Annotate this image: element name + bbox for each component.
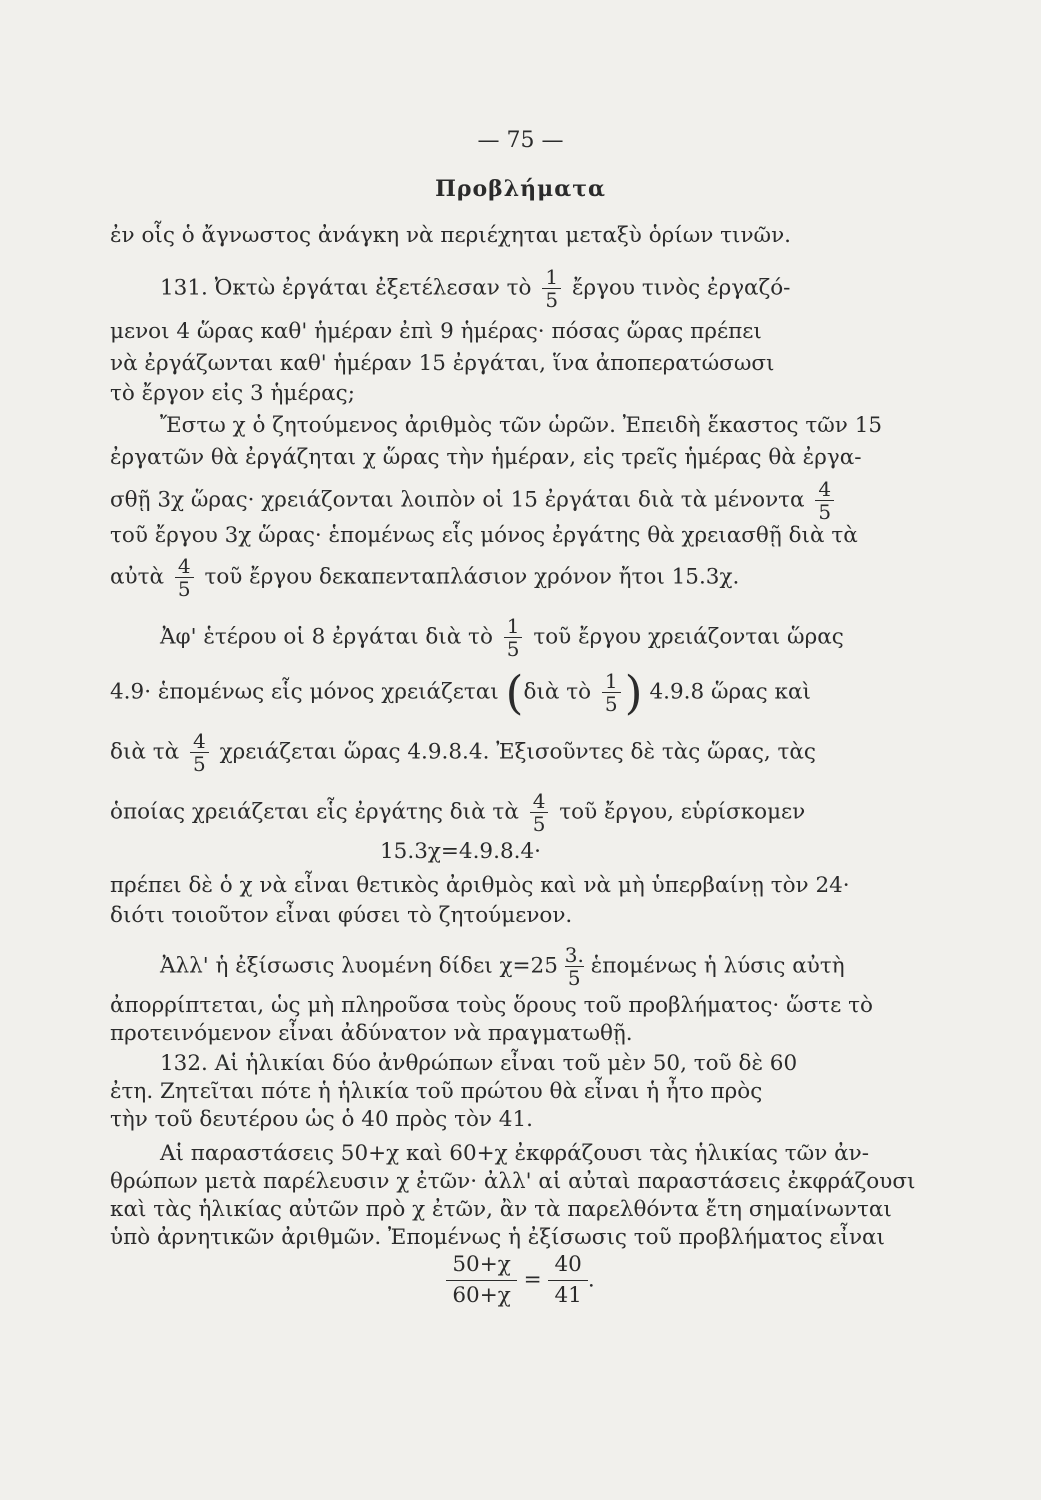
text-line: ὑπὸ ἀρνητικῶν ἀριθμῶν. Ἐπομένως ἡ ἐξίσωσις τοῦ προβλήματος εἶναι [110,1225,885,1250]
text-line: καὶ τὰς ἡλικίας αὐτῶν πρὸ χ ἐτῶν, ἂν τὰ παρελθόντα ἔτη σημαίνωνται [110,1197,892,1222]
fraction-four-fifths [815,478,834,523]
page-number: — 75 — [477,128,564,153]
fraction-one-fifth [542,266,561,311]
text-line: τὸ ἔργον εἰς 3 ἡμέρας; [110,381,355,406]
problem-132-line: 132. Αἱ ἡλικίαι δύο ἀνθρώπων εἶναι τοῦ μὲν 50, τοῦ δὲ 60 [160,1051,798,1076]
text-span: τοῦ ἔργου δεκαπενταπλάσιον χρόνον ἤτοι 15.3χ. [204,564,740,590]
equation-left-fraction [446,1250,516,1311]
text-line [110,790,805,835]
close-paren: ) [624,665,643,720]
fraction-denominator: 5 [567,966,581,990]
fraction-one-fifth [602,670,621,715]
text-span: 4.9· ἑπομένως εἷς μόνος χρειάζεται [110,679,499,705]
fraction-numerator: 4 [175,555,194,578]
fraction-numerator: 1 [602,670,621,693]
text-line [110,730,816,775]
text-line: νὰ ἐργάζωνται καθ' ἡμέραν 15 ἐργάται, ἵνα ἀποπερατώσωσι [110,351,775,376]
text-span: χρειάζεται ὥρας 4.9.8.4. Ἐξισοῦντες δὲ τὰς ὥρας, τὰς [219,739,816,765]
text-line [110,555,739,600]
final-equation [0,1250,1041,1311]
text-span: ἑπομένως ἡ λύσις αὐτὴ [590,953,845,979]
fraction-numerator: 50+χ [446,1250,516,1281]
text-span: διὰ τὰ [110,739,180,765]
text-span: 131. Ὀκτὼ ἐργάται ἐξετέλεσαν τὸ [160,275,532,301]
fraction-four-fifths [190,730,209,775]
text-line: προτεινόμενον εἶναι ἀδύνατον νὰ πραγματωθῇ. [110,1021,633,1046]
text-span: τοῦ ἔργου, εὑρίσκομεν [559,799,806,825]
fraction-four-fifths [530,790,549,835]
fraction-denominator: 41 [554,1283,582,1308]
fraction-denominator: 5 [177,577,191,601]
text-span: Ἀλλ' ἡ ἐξίσωσις λυομένη δίδει χ=25 [160,953,558,979]
text-line: Αἱ παραστάσεις 50+χ καὶ 60+χ ἐκφράζουσι τὰς ἡλικίας τῶν ἀν- [160,1141,869,1166]
fraction-numerator: 1 [542,266,561,289]
fraction-denominator: 5 [192,752,206,776]
fraction-numerator: 4 [815,478,834,501]
page-heading: Προβλήματα [435,176,606,202]
text-line: μενοι 4 ὥρας καθ' ἡμέραν ἐπὶ 9 ἡμέρας· πόσας ὥρας πρέπει [110,319,762,344]
text-line: Ἔστω χ ὁ ζητούμενος ἀριθμὸς τῶν ὡρῶν. Ἐπειδὴ ἕκαστος τῶν 15 [160,413,883,438]
text-span: ὁποίας χρειάζεται εἷς ἐργάτης διὰ τὰ [110,799,519,825]
text-line: ἐν οἷς ὁ ἄγνωστος ἀνάγκη νὰ περιέχηται μεταξὺ ὁρίων τινῶν. [110,223,791,248]
equation-right-fraction [548,1250,587,1311]
text-span: σθῇ 3χ ὥρας· χρειάζονται λοιπὸν οἱ 15 ἐργάται διὰ τὰ μένοντα [110,487,805,513]
text-span: Ἀφ' ἑτέρου οἱ 8 ἐργάται διὰ τὸ [160,624,493,650]
text-line: τὴν τοῦ δευτέρου ὡς ὁ 40 πρὸς τὸν 41. [110,1107,533,1132]
fraction-numerator: 40 [548,1250,587,1281]
fraction-denominator: 60+χ [452,1283,511,1308]
fraction-numerator: 1 [504,615,523,638]
fraction-denominator: 5 [506,637,520,661]
text-span: αὐτὰ [110,564,165,590]
text-span: ἔργου τινὸς ἐργαζό- [571,275,791,301]
fraction-numerator: 4 [190,730,209,753]
text-line: πρέπει δὲ ὁ χ νὰ εἶναι θετικὸς ἀριθμὸς καὶ νὰ μὴ ὑπερβαίνῃ τὸν 24· [110,873,850,898]
open-paren: ( [505,665,524,720]
fraction-one-fifth [504,615,523,660]
equation-line: 15.3χ=4.9.8.4· [380,839,541,864]
text-line: διότι τοιοῦτον εἶναι φύσει τὸ ζητούμενον. [110,903,573,928]
fraction-denominator: 5 [604,692,618,716]
equals-sign: = [523,1267,542,1293]
fraction-four-fifths [175,555,194,600]
text-line: τοῦ ἔργου 3χ ὥρας· ἑπομένως εἷς μόνος ἐργάτης θὰ χρειασθῇ διὰ τὰ [110,523,858,548]
text-span: διὰ τὸ [523,679,592,705]
fraction-denominator: 5 [545,288,559,312]
text-line [110,665,811,720]
text-span: 4.9.8 ὥρας καὶ [649,679,811,705]
text-line: ἐτη. Ζητεῖται πότε ἡ ἡλικία τοῦ πρώτου θὰ εἶναι ἡ ἦτο πρὸς [110,1079,763,1104]
text-line [160,944,845,989]
equation-period: . [587,1267,595,1293]
text-line: ἐργατῶν θὰ ἐργάζηται χ ὥρας τὴν ἡμέραν, εἰς τρεῖς ἡμέρας θὰ ἐργα- [110,445,862,470]
text-line [160,615,844,660]
fraction-denominator: 5 [818,500,832,524]
problem-131-line [160,266,790,311]
fraction-denominator: 5 [532,812,546,836]
text-line: θρώπων μετὰ παρέλευσιν χ ἐτῶν· ἀλλ' αἱ αὐταὶ παραστάσεις ἐκφράζουσι [110,1169,916,1194]
text-line [110,478,838,523]
text-line: ἀπορρίπτεται, ὡς μὴ πληροῦσα τοὺς ὅρους τοῦ προβλήματος· ὥστε τὸ [110,993,873,1018]
fraction-numerator: 4 [530,790,549,813]
fraction-three-fifths [565,944,584,989]
text-span: τοῦ ἔργου χρειάζονται ὥρας [533,624,844,650]
fraction-numerator: 3. [564,943,584,967]
